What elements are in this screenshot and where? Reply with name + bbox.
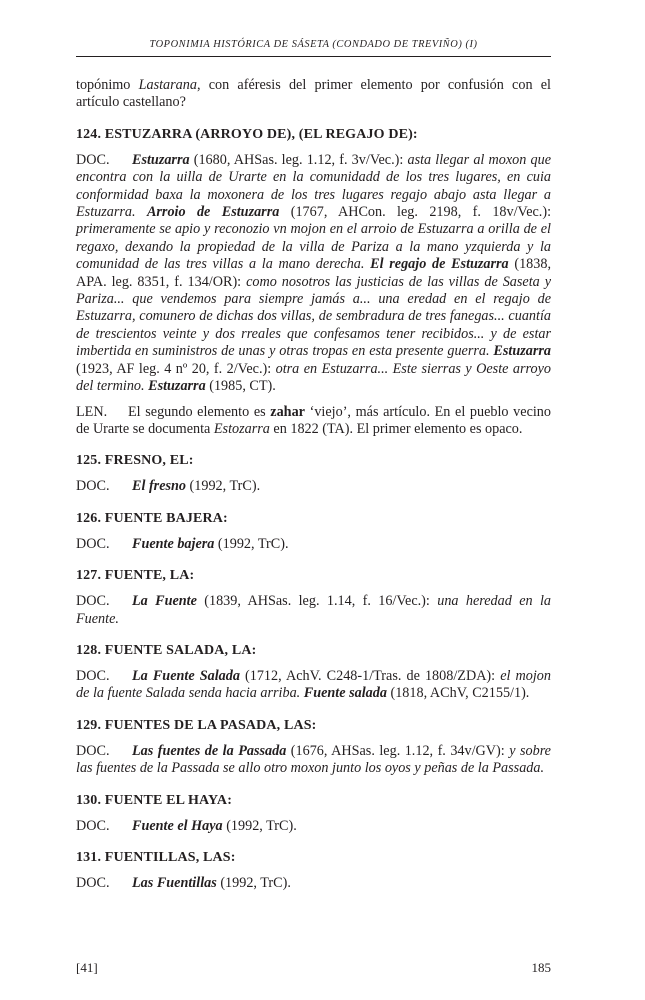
doc-tag: DOC.: [76, 874, 110, 891]
text: en 1822 (TA). El primer elemento es opaco.: [269, 420, 523, 437]
toponym: Las fuentes de la Passada: [132, 742, 287, 759]
toponym: Estuzarra: [132, 151, 190, 168]
entry-title-128: 128. FUENTE SALADA, LA:: [76, 642, 257, 658]
toponym: Estozarra: [213, 420, 270, 437]
doc-tag: DOC.: [76, 151, 110, 168]
etymon: zahar: [270, 403, 305, 420]
quotation: como nosotros las justicias de las villas de Saseta y Pariza... que vendemos para siempre jamás a... una eredad en el regajo de Estuzarra, comunero de dichas dos villas, de sembradura de tres fanegas... cuantía de trescientos veinte y dos rreales que confesamos tener recibidos... y de estar imbertida en suministros de unas y otras tropas en esta presente guerra.: [76, 273, 551, 360]
text: El segundo elemento es: [128, 403, 271, 420]
entry-130-doc: [76, 818, 551, 835]
doc-tag: DOC.: [76, 478, 110, 495]
toponym: Las Fuentillas: [132, 874, 217, 891]
intro-paragraph: [76, 77, 551, 112]
header-rule: [76, 56, 551, 57]
len-tag: LEN.: [76, 403, 108, 420]
citation: (1680, AHSas. leg. 1.12, f. 3v/Vec.):: [189, 151, 408, 168]
page-footer: [76, 960, 551, 976]
entry-131-doc: [76, 875, 551, 892]
toponym: El fresno: [132, 478, 186, 495]
citation: (1992, TrC).: [214, 535, 289, 552]
running-head: TOPONIMIA HISTÓRICA DE SÁSETA (CONDADO DE TREVIÑO) (I): [149, 39, 478, 50]
citation: (1992, TrC).: [186, 478, 261, 495]
entry-126-doc: [76, 536, 551, 553]
citation: (1838, APA. leg. 8351, f. 134/OR):: [76, 256, 552, 290]
entry-title-131: 131. FUENTILLAS, LAS:: [76, 849, 236, 865]
citation: (1839, AHSas. leg. 1.14, f. 16/Vec.):: [196, 593, 438, 610]
citation: (1676, AHSas. leg. 1.12, f. 34v/GV):: [286, 742, 510, 759]
citation: (1818, AChV, C2155/1).: [386, 685, 530, 702]
toponym: La Fuente: [132, 593, 197, 610]
entry-title-130: 130. FUENTE EL HAYA:: [76, 792, 233, 808]
doc-tag: DOC.: [76, 667, 110, 684]
quotation: otra en Estuzarra... Este sierras y Oeste arroyo del termino.: [76, 360, 551, 395]
body-text: [76, 77, 551, 892]
entry-129-doc: [76, 743, 551, 778]
quotation: primeramente se apio y reconozio vn mojon en el arroio de Estuzarra a orilla de el regaxo, dexando la propiedad de la villa de Pariza a la mano yzquierda y la comunidad de las tres villas a la mano derecha.: [76, 221, 551, 273]
citation: (1985, CT).: [205, 378, 276, 395]
entry-124-doc: [76, 152, 551, 396]
quotation: una heredad en la Fuente.: [76, 593, 551, 627]
entry-125-doc: [76, 478, 551, 495]
toponym: Estuzarra: [148, 378, 206, 395]
citation: (1712, AchV. C248-1/Tras. de 1808/ZDA):: [239, 667, 501, 684]
citation: (1767, AHCon. leg. 2198, f. 18v/Vec.):: [279, 204, 552, 221]
toponym: Fuente bajera: [132, 535, 215, 552]
toponym: El regajo de Estuzarra: [370, 256, 509, 273]
quotation: el mojon de la fuente Salada senda hacia arriba.: [76, 667, 551, 702]
entry-128-doc: [76, 668, 551, 703]
citation: (1992, TrC).: [222, 817, 297, 834]
quotation: y sobre las fuentes de la Passada se allo otro moxon junto los oyos y peñas de la Passada.: [76, 742, 551, 777]
entry-title-125: 125. FRESNO, EL:: [76, 453, 194, 469]
toponym: Arroio de Estuzarra: [146, 204, 280, 221]
text: , con aféresis del primer elemento por confusión con el artículo castellano?: [76, 77, 552, 111]
page: [76, 38, 551, 892]
doc-tag: DOC.: [76, 742, 110, 759]
toponym: Fuente el Haya: [132, 817, 223, 834]
text: topónimo: [76, 77, 139, 93]
text: ‘viejo’, más artículo. En el pueblo vecino de Urarte se documenta: [76, 403, 551, 437]
page-number: 185: [531, 960, 551, 975]
quotation: asta llegar al moxon que encontra con la uilla de Urarte en la comunidadd de los tres lugares, en cuia conformidad baxa la moxonera de los tres lugares regajo abajo asta llegar a Estuzarra.: [76, 151, 552, 221]
citation: (1992, TrC).: [216, 874, 291, 891]
footer-left-number: [41]: [76, 960, 98, 975]
entry-title-126: 126. FUENTE BAJERA:: [76, 510, 228, 526]
entry-124-len: [76, 404, 551, 439]
toponym: Estuzarra: [493, 343, 551, 360]
citation: (1923, AF leg. 4 nº 20, f. 2/Vec.):: [76, 360, 276, 377]
entry-127-doc: [76, 593, 551, 628]
doc-tag: DOC.: [76, 593, 110, 610]
entry-title-127: 127. FUENTE, LA:: [76, 568, 195, 584]
entry-title-129: 129. FUENTES DE LA PASADA, LAS:: [76, 717, 317, 733]
entry-title-124: 124. ESTUZARRA (ARROYO DE), (EL REGAJO DE):: [76, 126, 418, 142]
toponym: La Fuente Salada: [132, 667, 240, 684]
doc-tag: DOC.: [76, 817, 110, 834]
toponym: Fuente salada: [303, 685, 387, 702]
doc-tag: DOC.: [76, 535, 110, 552]
toponym: Lastarana: [138, 77, 197, 93]
